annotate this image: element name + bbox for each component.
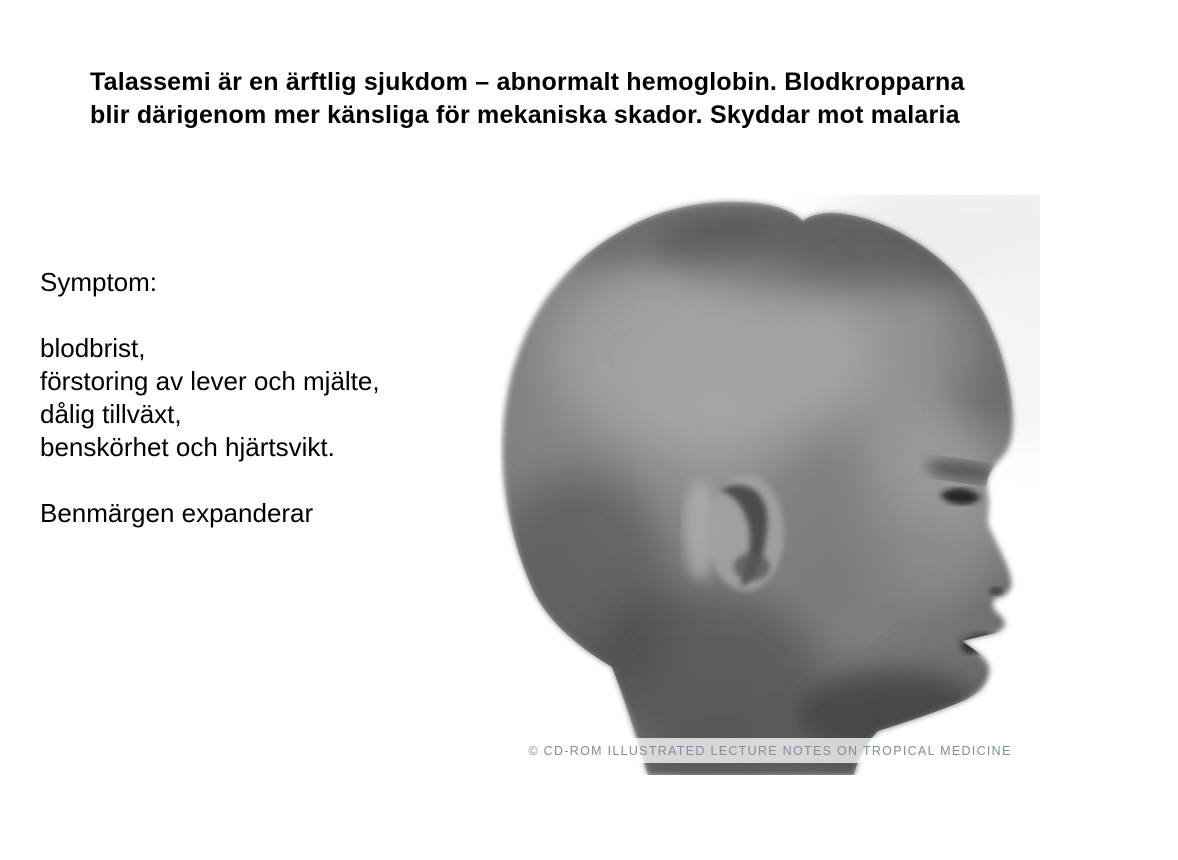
slide-title-line-1: Talassemi är en ärftlig sjukdom – abnormalt hemoglobin. Blodkropparna: [90, 68, 965, 96]
slide-title: [90, 66, 965, 132]
symptom-heading: Symptom:: [40, 267, 158, 297]
patient-photo-illustration: [500, 195, 1040, 775]
head-silhouette: [500, 195, 1040, 775]
symptom-item: benskörhet och hjärtsvikt.: [40, 432, 335, 462]
photo-caption-text: © CD-ROM ILLUSTRATED LECTURE NOTES ON TROPICAL MEDICINE: [528, 743, 1012, 758]
slide-title-line-2: blir därigenom mer känsliga för mekaniska skador. Skyddar mot malaria: [90, 101, 960, 129]
patient-photo: [500, 195, 1040, 775]
symptom-note: Benmärgen expanderar: [40, 498, 314, 528]
symptom-list: [40, 266, 380, 530]
symptom-item: dålig tillväxt,: [40, 399, 182, 429]
photo-caption-bar: [498, 738, 1042, 763]
symptom-item: blodbrist,: [40, 333, 146, 363]
symptom-item: förstoring av lever och mjälte,: [40, 366, 380, 396]
